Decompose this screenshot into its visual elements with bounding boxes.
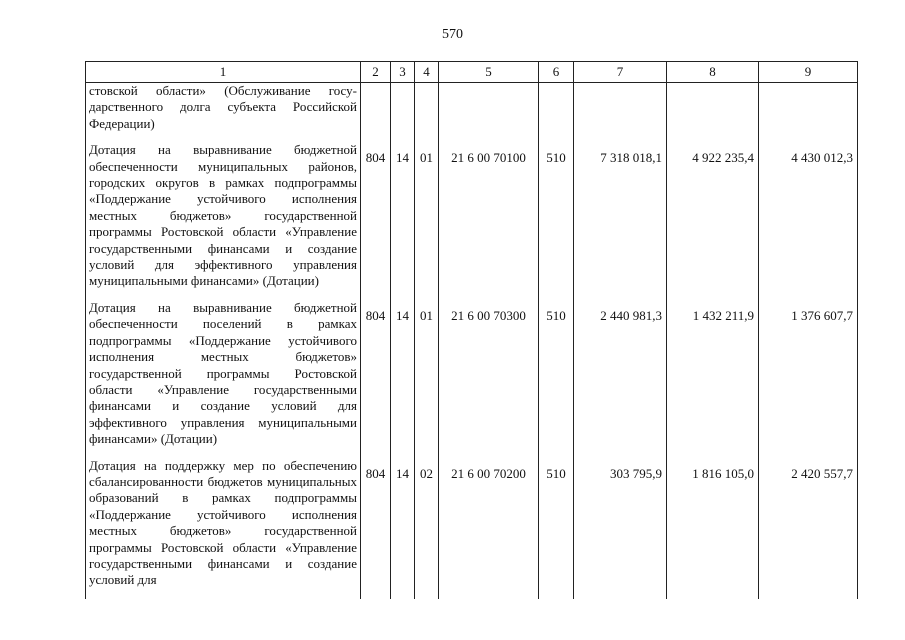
row-description: Дотация на поддержку мер по обеспечению сбалансированности бюджетов муниципальных образований в рамках подпрограммы «Поддержание устойчивого исполнения местных бюджетов» государственной программы Ростовской области «Управление государственными финансами и создание условий для (86, 458, 361, 599)
table-row (86, 300, 858, 458)
cell-target-article: 21 6 00 70100 (439, 142, 539, 300)
cell-amount-year3: 2 420 557,7 (759, 458, 858, 599)
cell-amount-year2: 4 922 235,4 (667, 142, 759, 300)
cell-amount-year3: 1 376 607,7 (759, 300, 858, 458)
cell-section: 14 (391, 142, 415, 300)
row-description: Дотация на выравнивание бюджетной обеспеченности поселений в рамках подпрограммы «Поддержание устойчивого исполнения местных бюджетов» государственной программы Ростовской области «Управление государственными финансами и создание условий для эффективного управления муниципальными финансами» (Дотации) (86, 300, 361, 458)
cell-amount-year3: 4 430 012,3 (759, 142, 858, 300)
column-header: 1 (86, 62, 361, 83)
cell-section: 14 (391, 458, 415, 599)
cell-expense-type: 510 (539, 458, 574, 599)
column-header: 8 (667, 62, 759, 83)
column-header: 6 (539, 62, 574, 83)
page-number: 570 (442, 27, 463, 42)
cell-amount-year2: 1 432 211,9 (667, 300, 759, 458)
column-header: 5 (439, 62, 539, 83)
column-header: 7 (574, 62, 667, 83)
table-row-continuation (86, 83, 858, 143)
cell-expense-type: 510 (539, 142, 574, 300)
column-header: 3 (391, 62, 415, 83)
cell-subsection: 01 (415, 300, 439, 458)
cell-amount-year1: 2 440 981,3 (574, 300, 667, 458)
column-header: 4 (415, 62, 439, 83)
cell-amount-year2: 1 816 105,0 (667, 458, 759, 599)
cell-expense-type: 510 (539, 300, 574, 458)
table-header-row (86, 62, 858, 83)
table-row (86, 458, 858, 599)
cell-subsection: 01 (415, 142, 439, 300)
cell-amount-year1: 7 318 018,1 (574, 142, 667, 300)
cell-target-article: 21 6 00 70200 (439, 458, 539, 599)
row-description: Дотация на выравнивание бюджетной обеспеченности муниципальных районов, городских округов в рамках подпрограммы «Поддержание устойчивого исполнения местных бюджетов» государственной программы Ростовской области «Управление государственными финансами и создание условий для эффективного управления муниципальными финансами» (Дотации) (86, 142, 361, 300)
column-header: 9 (759, 62, 858, 83)
budget-table (85, 61, 858, 599)
cell-subsection: 02 (415, 458, 439, 599)
cell-target-article: 21 6 00 70300 (439, 300, 539, 458)
cell-ministry-code: 804 (361, 458, 391, 599)
cell-ministry-code: 804 (361, 300, 391, 458)
cell-amount-year1: 303 795,9 (574, 458, 667, 599)
cell-section: 14 (391, 300, 415, 458)
table-row (86, 142, 858, 300)
cell-ministry-code: 804 (361, 142, 391, 300)
row-description: стовской области» (Обслуживание государственного долга субъекта Российской Федерации) (86, 83, 361, 143)
column-header: 2 (361, 62, 391, 83)
